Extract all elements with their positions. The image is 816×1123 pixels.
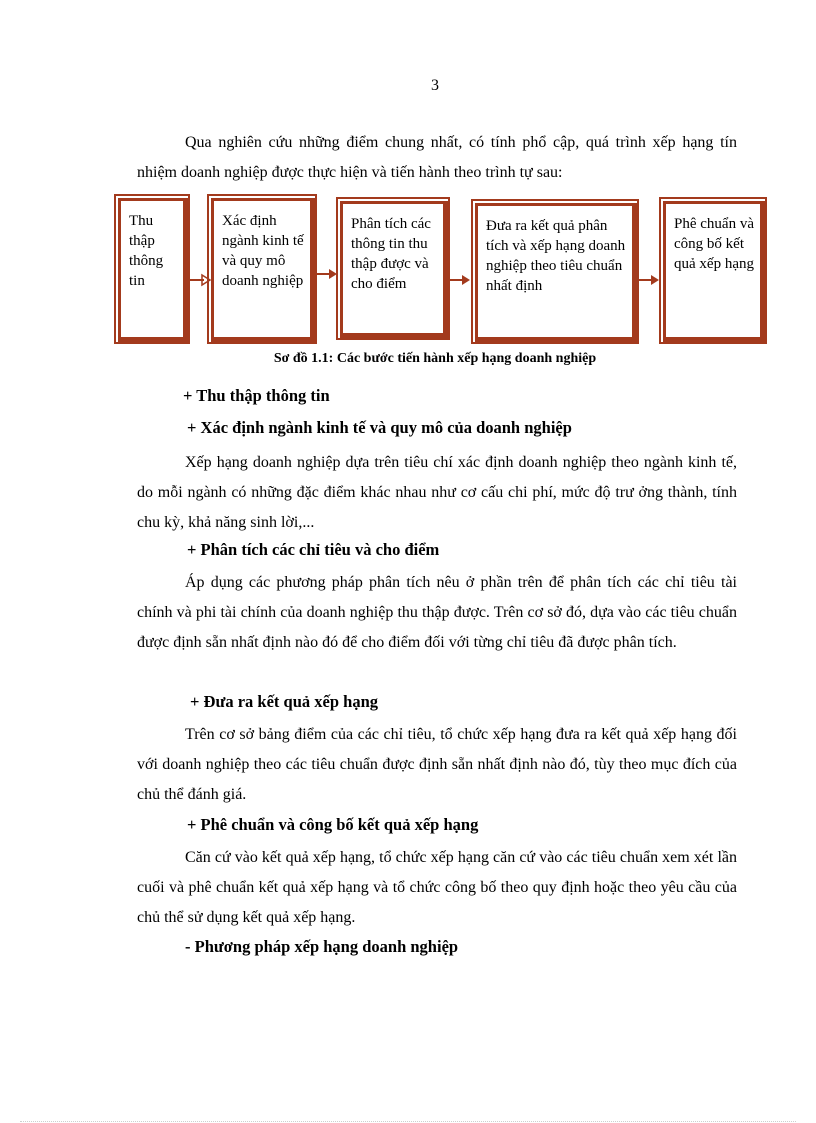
paragraph-text: Xếp hạng doanh nghiệp dựa trên tiêu chí xác định doanh nghiệp theo ngành kinh tế, do mỗi ngành có những đặc điểm khác nhau như cơ cấu chi phí, mức độ trư ởng thành, tính chu kỳ, khả năng sinh lời,... bbox=[137, 454, 737, 531]
section-heading-method: - Phương pháp xếp hạng doanh nghiệp bbox=[185, 937, 459, 956]
section-heading-industry: + Xác định ngành kinh tế và quy mô của doanh nghiệp bbox=[187, 418, 572, 437]
paragraph-text: Áp dụng các phương pháp phân tích nêu ở phần trên để phân tích các chỉ tiêu tài chính và phi tài chính của doanh nghiệp thu thập được. Trên cơ sở đó, dựa vào các tiêu chuẩn được định sẵn nhất định nào đó để cho điểm đối với từng chỉ tiêu đã được phân tích. bbox=[137, 574, 737, 651]
section-heading-publish: + Phê chuẩn và công bố kết quả xếp hạng bbox=[187, 815, 479, 834]
arrow-right-icon bbox=[316, 267, 338, 281]
section-text-industry bbox=[137, 448, 737, 538]
flow-box-label: Xác định ngành kinh tế và quy mô doanh nghiệp bbox=[222, 213, 304, 289]
intro-paragraph bbox=[137, 128, 737, 188]
paragraph-text: Trên cơ sở bảng điểm của các chỉ tiêu, tổ chức xếp hạng đưa ra kết quả xếp hạng đối với doanh nghiệp theo các tiêu chuẩn được định sẵn nhất định nào đó, tùy theo mục đích của chủ thể đánh giá. bbox=[137, 726, 737, 803]
arrow-right-icon bbox=[638, 273, 660, 287]
page-number: 3 bbox=[431, 77, 439, 94]
paragraph-text: Căn cứ vào kết quả xếp hạng, tổ chức xếp hạng căn cứ vào các tiêu chuẩn xem xét lần cuối và phê chuẩn kết quả xếp hạng và tổ chức công bố theo quy định hoặc theo yêu cầu của chủ thể sử dụng kết quả xếp hạng. bbox=[137, 849, 737, 926]
flow-box-label: Phân tích các thông tin thu thập được và cho điểm bbox=[351, 216, 431, 292]
flow-box-analyze bbox=[341, 202, 445, 335]
flow-box-label: Đưa ra kết quả phân tích và xếp hạng doanh nghiệp theo tiêu chuẩn nhất định bbox=[486, 218, 626, 294]
page-bottom-divider bbox=[20, 1121, 796, 1122]
flow-box-label: Thu thập thông tin bbox=[129, 213, 164, 289]
section-heading-collect: + Thu thập thông tin bbox=[183, 386, 330, 405]
section-heading-result: + Đưa ra kết quả xếp hạng bbox=[190, 692, 378, 711]
flow-box-publish bbox=[664, 202, 762, 339]
section-text-analyze bbox=[137, 568, 737, 658]
flow-box-collect bbox=[119, 199, 185, 339]
section-text-result bbox=[137, 720, 737, 810]
flow-box-industry bbox=[212, 199, 312, 339]
flow-box-result bbox=[476, 204, 634, 339]
section-heading-analyze: + Phân tích các chỉ tiêu và cho điểm bbox=[187, 540, 440, 559]
intro-text: Qua nghiên cứu những điểm chung nhất, có tính phổ cập, quá trình xếp hạng tín nhiệm doanh nghiệp được thực hiện và tiến hành theo trình tự sau: bbox=[137, 134, 737, 181]
arrow-right-icon bbox=[449, 273, 471, 287]
diagram-caption: Sơ đồ 1.1: Các bước tiến hành xếp hạng doanh nghiệp bbox=[273, 351, 597, 366]
section-text-publish bbox=[137, 843, 737, 933]
arrow-right-icon bbox=[189, 273, 211, 287]
flow-box-label: Phê chuẩn và công bố kết quả xếp hạng bbox=[674, 216, 754, 272]
